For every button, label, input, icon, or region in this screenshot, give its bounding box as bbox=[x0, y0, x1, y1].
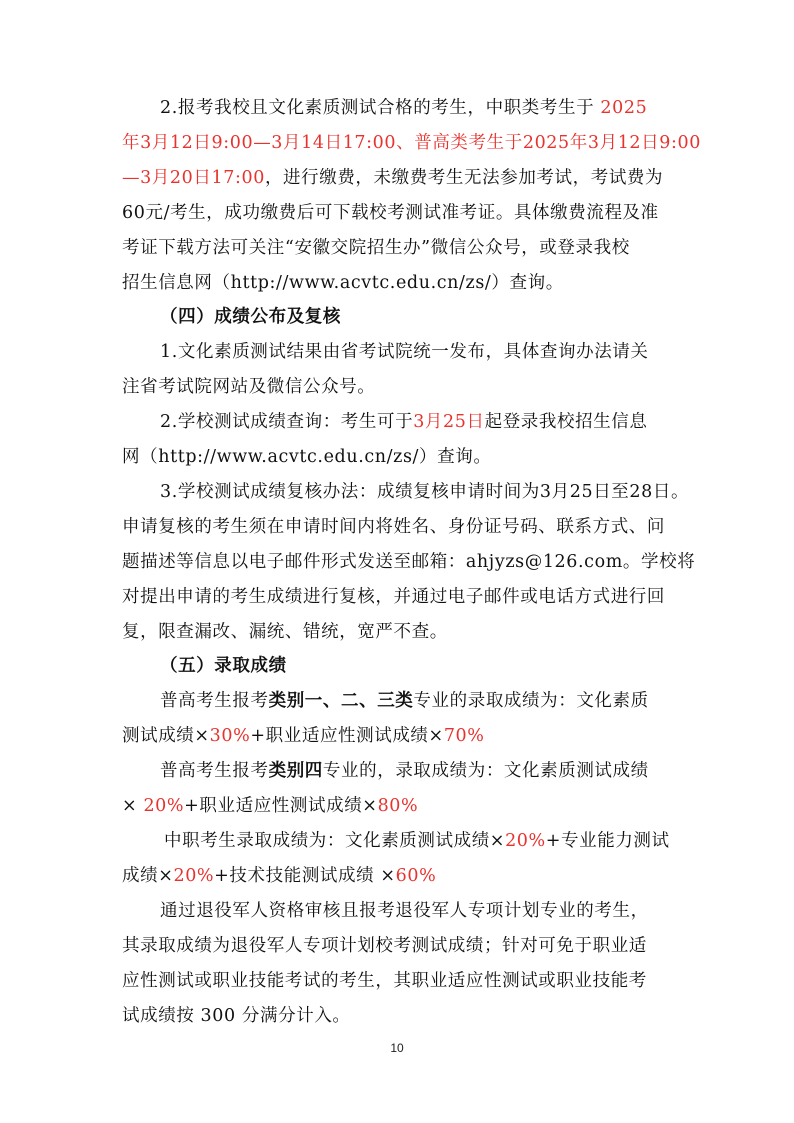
text-line: 网（http://www.acvtc.edu.cn/zs/）查询。 bbox=[122, 447, 492, 467]
highlight-run: 30% bbox=[209, 726, 251, 746]
text-run: 2.学校测试成绩查询：考生可于 bbox=[160, 412, 414, 432]
text-line bbox=[160, 96, 647, 120]
text-run: 起登录我校招生信息 bbox=[484, 412, 648, 432]
text-line: 申请复核的考生须在申请时间内将姓名、身份证号码、联系方式、问 bbox=[122, 517, 665, 537]
text-line bbox=[160, 689, 649, 713]
text-line: 试成绩按 300 分满分计入。 bbox=[122, 1006, 351, 1026]
highlight-run: 20% bbox=[173, 866, 215, 886]
text-run: 中职考生录取成绩为：文化素质测试成绩× bbox=[164, 831, 506, 851]
text-line: 应性测试或职业技能考试的考生，其职业适应性测试或职业技能考 bbox=[122, 971, 647, 991]
text-line: 考证下载方法可关注“安徽交院招生办”微信公众号，或登录我校 bbox=[122, 238, 630, 258]
text-line: 注省考试院网站及微信公众号。 bbox=[122, 377, 376, 397]
text-line: 其录取成绩为退役军人专项计划校考测试成绩；针对可免于职业适 bbox=[122, 936, 647, 956]
text-run: 测试成绩× bbox=[122, 726, 210, 746]
section-heading: （四）成绩公布及复核 bbox=[160, 307, 341, 327]
bold-run: 类别四 bbox=[268, 761, 323, 781]
text-line bbox=[160, 410, 648, 434]
text-line: 60元/考生，成功缴费后可下载校考测试准考证。具体缴费流程及准 bbox=[122, 203, 659, 223]
text-line bbox=[122, 794, 418, 818]
text-run: 成绩× bbox=[122, 866, 174, 886]
text-line bbox=[164, 829, 670, 853]
text-run: +技术技能测试成绩 × bbox=[214, 866, 396, 886]
text-run: +职业适应性测试成绩× bbox=[250, 726, 444, 746]
text-line: 通过退役军人资格审核且报考退役军人专项计划专业的考生， bbox=[160, 901, 649, 921]
text-line: 对提出申请的考生成绩进行复核，并通过电子邮件或电话方式进行回 bbox=[122, 587, 665, 607]
highlight-run: 20% bbox=[505, 831, 546, 851]
text-line bbox=[122, 131, 701, 155]
highlight-run: —3月20日17:00 bbox=[122, 168, 265, 188]
text-line: 1.文化素质测试结果由省考试院统一发布，具体查询办法请关 bbox=[160, 342, 649, 362]
text-run: +专业能力测试 bbox=[545, 831, 670, 851]
highlight-run: 80% bbox=[377, 796, 419, 816]
text-line: 复，限查漏改、漏统、错统，宽严不查。 bbox=[122, 622, 448, 642]
text-run: 普高考生报考 bbox=[160, 691, 269, 711]
page-number: 10 bbox=[390, 1041, 404, 1055]
text-run: 普高考生报考 bbox=[160, 761, 269, 781]
text-line bbox=[122, 166, 663, 190]
highlight-run: 70% bbox=[443, 726, 485, 746]
text-run: ，进行缴费，未缴费考生无法参加考试，考试费为 bbox=[264, 168, 664, 188]
text-line: 3.学校测试成绩复核办法：成绩复核申请时间为3月25日至28日。 bbox=[160, 482, 690, 502]
highlight-run: 20% bbox=[143, 796, 185, 816]
text-line: 招生信息网（http://www.acvtc.edu.cn/zs/）查询。 bbox=[122, 273, 564, 293]
section-heading: （五）录取成绩 bbox=[160, 656, 287, 676]
text-line bbox=[122, 864, 436, 888]
text-run: × bbox=[122, 796, 144, 816]
text-run: +职业适应性测试成绩× bbox=[184, 796, 378, 816]
bold-run: 类别一、二、三类 bbox=[268, 691, 414, 711]
text-line: 题描述等信息以电子邮件形式发送至邮箱：ahjyzs@126.com。学校将 bbox=[122, 552, 696, 572]
text-line bbox=[122, 724, 485, 748]
highlight-run: 3月25日 bbox=[413, 412, 485, 432]
text-run: 专业的，录取成绩为：文化素质测试成绩 bbox=[322, 761, 649, 781]
text-run: 2.报考我校且文化素质测试合格的考生，中职类考生于 bbox=[160, 98, 595, 118]
text-line bbox=[160, 759, 649, 783]
text-run: 专业的录取成绩为：文化素质 bbox=[413, 691, 649, 711]
highlight-run: 2025 bbox=[594, 98, 648, 118]
highlight-run: 年3月12日9:00—3月14日17:00、普高类考生于2025年3月12日9:00 bbox=[122, 133, 701, 153]
highlight-run: 60% bbox=[395, 866, 437, 886]
